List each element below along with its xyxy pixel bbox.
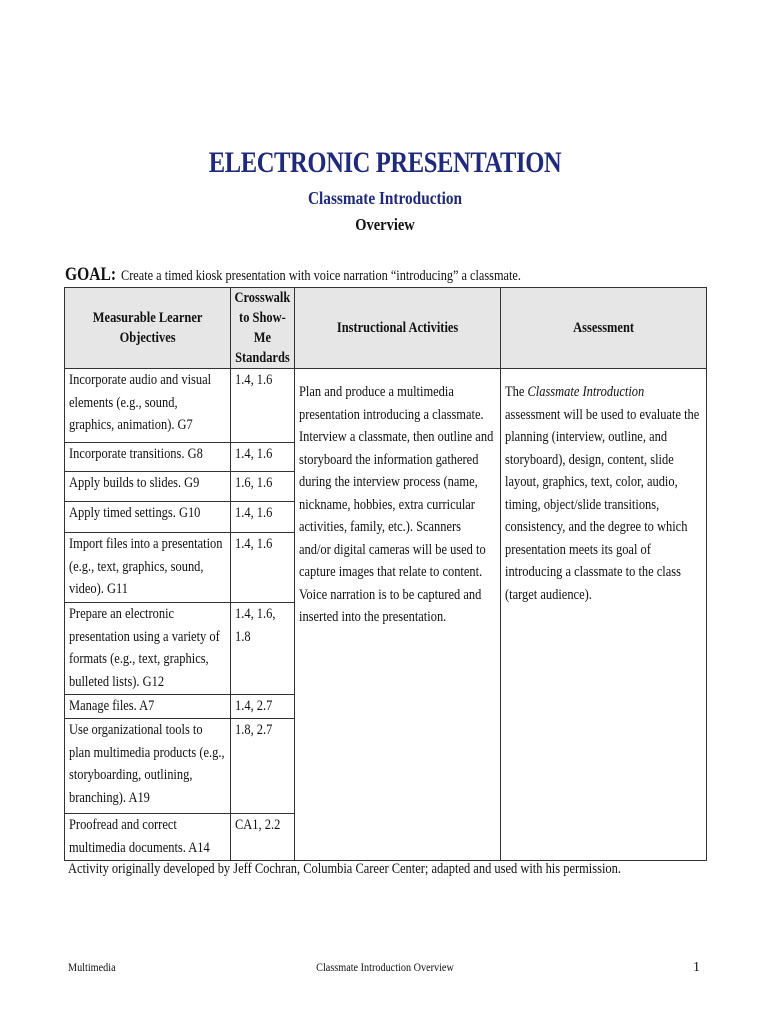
- header-assessment: Assessment: [501, 288, 707, 369]
- objective-cell: Incorporate audio and visual elements (e.g., sound, graphics, animation). G7: [65, 369, 231, 443]
- goal-label: GOAL:: [65, 264, 117, 285]
- credit-note: Activity originally developed by Jeff Cochran, Columbia Career Center; adapted and used with his permission.: [68, 861, 621, 877]
- assessment-text: The Classmate Introduction assessment will be used to evaluate the planning (interview, outline, and storyboard), design, content, slide layout, graphics, text, color, audio, timing, object/slide transitions, consistency, and the degree to which presentation meets its goal of introducing a classmate to the class (target audience).: [505, 384, 700, 603]
- activities-cell: Plan and produce a multimedia presentation introducing a classmate. Interview a classmate, then outline and storyboard the information gathered during the interview process (name, nickname, hobbies, extra curricular activities, family, etc.). Scanners and/or digital cameras will be used to capture images that relate to content. Voice narration is to be captured and inserted into the presentation.: [295, 369, 501, 861]
- objective-cell: Manage files. A7: [65, 695, 231, 719]
- objective-cell: Incorporate transitions. G8: [65, 443, 231, 472]
- objective-cell: Proofread and correct multimedia documents. A14: [65, 814, 231, 861]
- objectives-table: [64, 287, 707, 861]
- header-activities: Instructional Activities: [295, 288, 501, 369]
- objective-cell: Apply timed settings. G10: [65, 502, 231, 533]
- header-objectives: Measurable Learner Objectives: [65, 288, 231, 369]
- footer-center: Classmate Introduction Overview: [316, 960, 454, 974]
- page-number: 1: [693, 960, 700, 975]
- objective-cell: Prepare an electronic presentation using a variety of formats (e.g., text, graphics, bulleted lists). G12: [65, 603, 231, 695]
- standards-cell: CA1, 2.2: [231, 814, 295, 861]
- assessment-cell: [501, 369, 707, 861]
- objective-cell: Import files into a presentation (e.g., text, graphics, sound, video). G11: [65, 533, 231, 603]
- table-header-row: [65, 288, 707, 369]
- standards-cell: 1.8, 2.7: [231, 719, 295, 814]
- header-crosswalk: Crosswalk to Show-Me Standards: [231, 288, 295, 369]
- standards-cell: 1.6, 1.6: [231, 472, 295, 502]
- standards-cell: 1.4, 1.6: [231, 533, 295, 603]
- goal-text: Create a timed kiosk presentation with voice narration “introducing” a classmate.: [120, 268, 521, 284]
- objective-cell: Use organizational tools to plan multimedia products (e.g., storyboarding, outlining, branching). A19: [65, 719, 231, 814]
- page-subtitle: Classmate Introduction: [307, 188, 463, 208]
- standards-cell: 1.4, 1.6, 1.8: [231, 603, 295, 695]
- section-heading: Overview: [355, 215, 415, 234]
- standards-cell: 1.4, 1.6: [231, 369, 295, 443]
- goal-statement: [65, 264, 521, 286]
- footer-left: Multimedia: [68, 960, 116, 974]
- table-row: [65, 369, 707, 443]
- standards-cell: 1.4, 1.6: [231, 443, 295, 472]
- standards-cell: 1.4, 2.7: [231, 695, 295, 719]
- standards-cell: 1.4, 1.6: [231, 502, 295, 533]
- objective-cell: Apply builds to slides. G9: [65, 472, 231, 502]
- page-title: ELECTRONIC PRESENTATION: [208, 146, 562, 179]
